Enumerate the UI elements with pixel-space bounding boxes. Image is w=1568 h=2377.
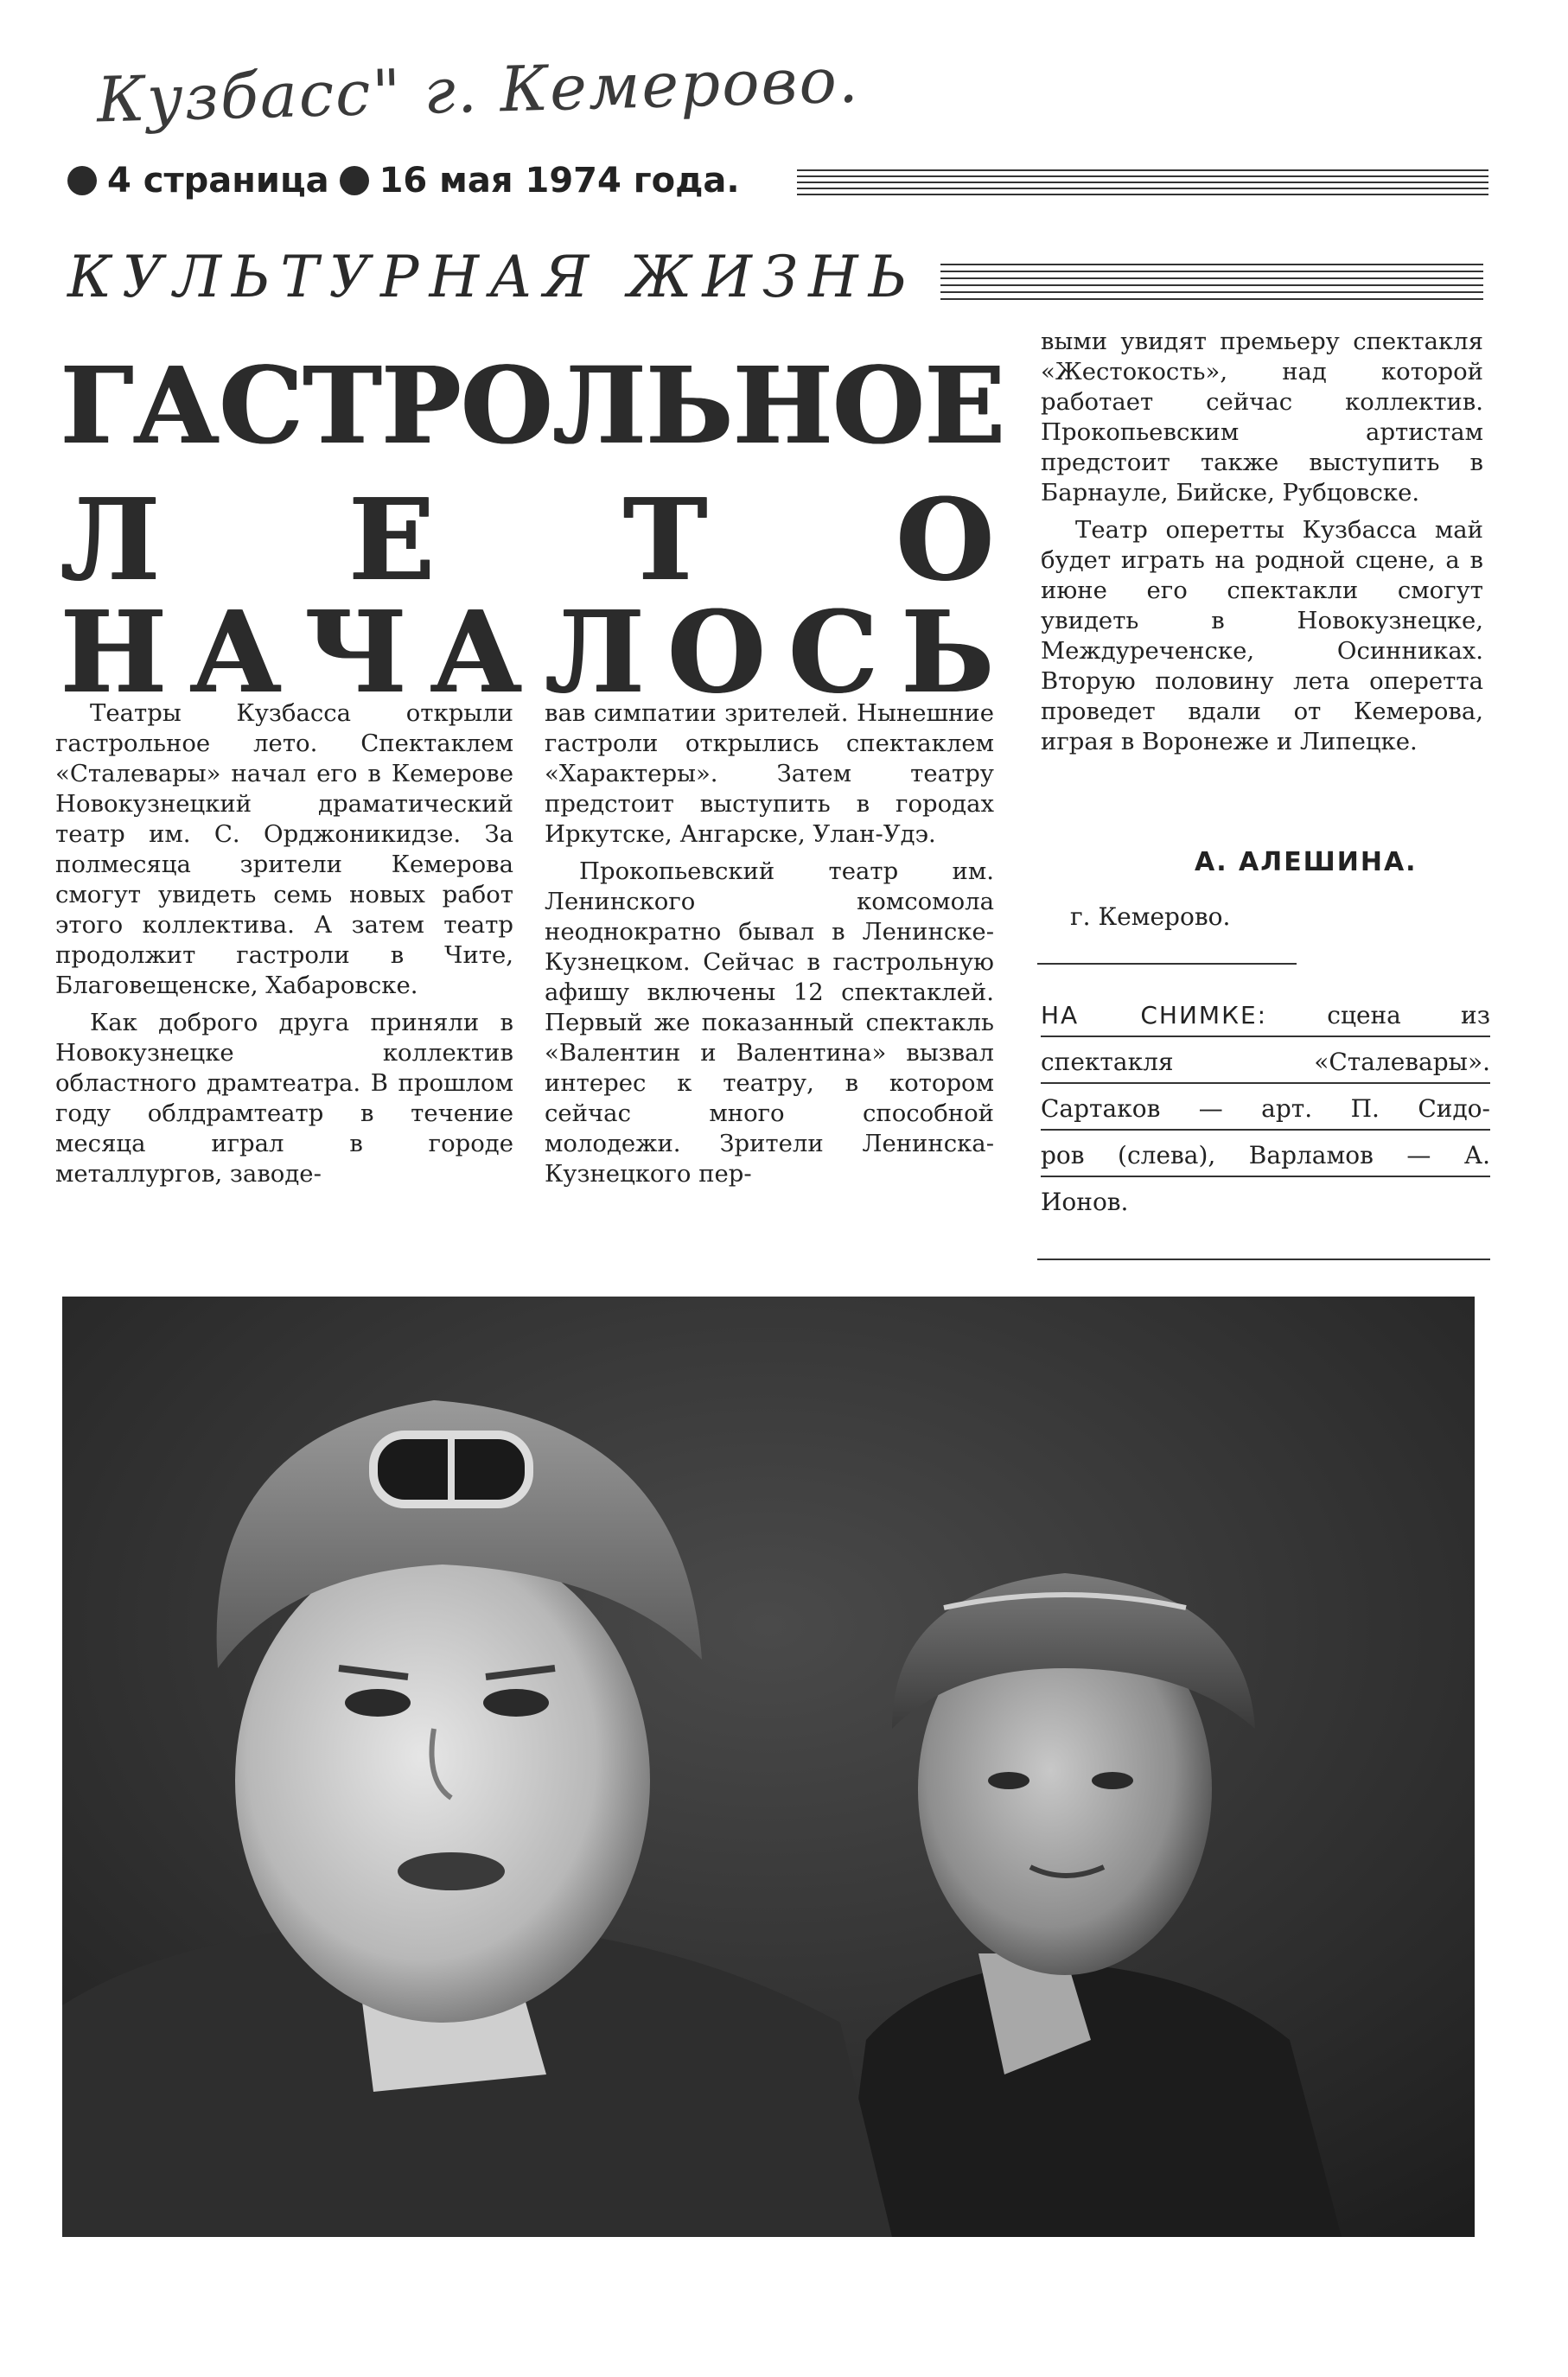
headline-letter: Ч bbox=[304, 586, 408, 718]
dateline-rule bbox=[797, 169, 1488, 199]
issue-date: 16 мая 1974 года. bbox=[379, 161, 740, 201]
headline-letter: Н bbox=[61, 586, 167, 718]
headline-letter: А bbox=[430, 586, 522, 718]
article-paragraph: вав симпатии зрителей. Нынешние гастроли открылись спектаклем «Характеры». Затем театру предстоит выступить в городах Иркутске, Ангарске, Улан-Удэ. bbox=[545, 699, 994, 848]
headline-letter: О bbox=[896, 474, 994, 606]
headline-letter: О bbox=[832, 343, 925, 468]
press-photo bbox=[62, 1297, 1475, 2237]
headline-line-1 bbox=[61, 343, 1005, 468]
caption-line: Ионов. bbox=[1041, 1188, 1129, 1216]
headline-letter: Л bbox=[61, 474, 160, 606]
headline-letter: Н bbox=[733, 343, 833, 468]
rubric-rule bbox=[940, 264, 1483, 300]
caption-lead: НА СНИМКЕ: bbox=[1041, 1001, 1268, 1029]
headline-letter: Е bbox=[348, 474, 435, 606]
author-signature: А. АЛЕШИНА. bbox=[1195, 847, 1418, 877]
article-paragraph: Театры Кузбасса открыли гастрольное лето. Спектаклем «Сталевары» начал его в Кемерове Новокузнецкий драматический театр им. С. Орджоникидзе. За полмесяца зрители Кемерова смогут увидеть семь новых работ этого коллектива. А затем театр продолжит гастроли в Чите, Благовещенске, Хабаровске. bbox=[55, 699, 513, 999]
dateline-city: г. Кемерово. bbox=[1070, 902, 1231, 931]
divider bbox=[1037, 1259, 1490, 1260]
headline-line-2 bbox=[61, 474, 994, 606]
caption-line: Сартаков — арт. П. Сидо- bbox=[1041, 1089, 1490, 1131]
caption-line: ров (слева), Варламов — А. bbox=[1041, 1136, 1490, 1177]
article-column-2 bbox=[545, 698, 994, 1189]
headline-letter: С bbox=[219, 343, 303, 468]
headline-letter: С bbox=[788, 586, 878, 718]
headline-letter: Ь bbox=[646, 343, 734, 468]
caption-text: сцена из bbox=[1327, 1001, 1490, 1029]
bullet-icon bbox=[67, 166, 97, 195]
headline-letter: А bbox=[133, 343, 220, 468]
headline-letter: А bbox=[189, 586, 282, 718]
article-column-3 bbox=[1041, 327, 1483, 757]
headline-letter: Р bbox=[381, 343, 462, 468]
handwritten-note: Кузбасс" г. Кемерово. bbox=[96, 43, 861, 137]
article-paragraph: Как доброго друга приняли в Новокузнецке коллектив областного драмтеатра. В прошлом году облдрамтеатр в течение месяца играл в городе металлургов, заводе- bbox=[55, 1009, 513, 1188]
dateline bbox=[67, 161, 740, 201]
article-paragraph: Театр оперетты Кузбасса май будет играть на родной сцене, а в июне его спектакли смогут увидеть в Новокузнецке, Междуреченске, Осинниках. Вторую половину лета оперетта проведет вдали от Кемерова, играя в Воронеже и Липецке. bbox=[1041, 516, 1483, 755]
headline-letter: Г bbox=[61, 343, 134, 468]
headline-letter: Л bbox=[545, 586, 645, 718]
headline-line-3 bbox=[61, 586, 994, 718]
photo-illustration bbox=[62, 1297, 1475, 2237]
photo-caption bbox=[1041, 996, 1490, 1227]
headline-letter: О bbox=[461, 343, 553, 468]
headline-letter: Т bbox=[623, 474, 708, 606]
headline-letter: Ь bbox=[901, 586, 994, 718]
headline-letter: О bbox=[667, 586, 766, 718]
caption-line bbox=[1041, 996, 1490, 1037]
article-paragraph: выми увидят премьеру спектакля «Жестокость», над которой работает сейчас коллектив. Прокопьевским артистам предстоит также выступить в Барнауле, Бийске, Рубцовске. bbox=[1041, 328, 1483, 507]
article-paragraph: Прокопьевский театр им. Ленинского комсомола неоднократно бывал в Ленинске-Кузнецком. Сейчас в гастрольную афишу включены 12 спектаклей. Первый же показанный спектакль «Валентин и Валентина» вызвал интерес к театру, в котором сейчас много способной молодежи. Зрители Ленинска-Кузнецкого пер- bbox=[545, 857, 994, 1188]
page-number: 4 страница bbox=[107, 161, 329, 201]
article-column-1 bbox=[55, 698, 513, 1189]
headline-letter: Л bbox=[552, 343, 647, 468]
divider bbox=[1037, 963, 1297, 965]
section-rubric: КУЛЬТУРНАЯ ЖИЗНЬ bbox=[67, 244, 918, 310]
headline-letter: Т bbox=[303, 343, 382, 468]
bullet-icon bbox=[340, 166, 369, 195]
headline-letter: Е bbox=[924, 343, 1005, 468]
caption-line: спектакля «Сталевары». bbox=[1041, 1042, 1490, 1084]
